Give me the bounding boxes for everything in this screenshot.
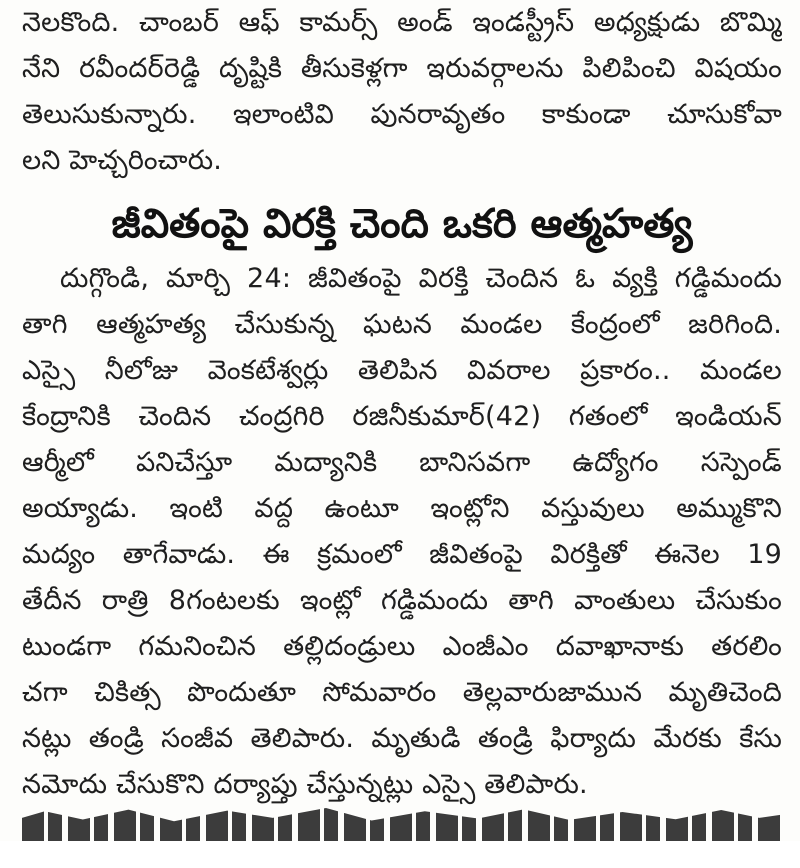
next-headline-cut-off <box>22 808 782 868</box>
body-line: నేని రవీందర్‌రెడ్డి దృష్టికి తీసుకెళ్లగా ఇరువర్గాలను పిలిపించి విషయం <box>22 53 782 84</box>
body-line: మద్యం తాగేవాడు. ఈ క్రమంలో జీవితంపై విరక్తితో ఈనెల 19 <box>22 539 782 570</box>
body-line: అయ్యాడు. ఇంటి వద్ద ఉంటూ ఇంట్లోని వస్తువులు అమ్ముకొని <box>22 493 782 524</box>
article-body <box>22 256 782 808</box>
body-line: కేంద్రానికి చెందిన చంద్రగిరి రజినీకుమార్(42) గతంలో ఇండియన్ <box>22 401 782 432</box>
body-line: తెలుసుకున్నారు. ఇలాంటివి పునరావృతం కాకుండా చూసుకోవా <box>22 99 782 130</box>
body-line: ఆర్మీలో పనిచేస్తూ మద్యానికి బానిసవగా ఉద్యోగం సస్పెండ్ <box>22 447 782 478</box>
body-line: టుండగా గమనించిన తల్లిదండ్రులు ఎంజీఎం దవాఖానాకు తరలిం <box>22 631 782 662</box>
cut-off-headline-ink <box>22 808 782 841</box>
body-line: దుగ్గొండి, మార్చి 24: జీవితంపై విరక్తి చెందిన ఓ వ్యక్తి గడ్డిమందు <box>60 263 782 294</box>
article-headline: జీవితంపై విరక్తి చెంది ఒకరి ఆత్మహత్య <box>111 201 693 247</box>
body-line: తాగి ఆత్మహత్య చేసుకున్న ఘటన మండల కేంద్రంలో జరిగింది. <box>22 309 782 340</box>
body-line: నెలకొంది. చాంబర్ ఆఫ్ కామర్స్ అండ్ ఇండస్ట్రీస్ అధ్యక్షుడు బొమ్మి <box>22 7 782 38</box>
body-line: ఎస్సై నీలోజు వెంకటేశ్వర్లు తెలిపిన వివరాల ప్రకారం.. మండల <box>22 355 782 386</box>
body-line: నట్లు తండ్రి సంజీవ తెలిపారు. మృతుడి తండ్రి ఫిర్యాదు మేరకు కేసు <box>22 723 782 754</box>
body-line: తేదీన రాత్రి 8గంటలకు ఇంట్లో గడ్డిమందు తాగి వాంతులు చేసుకుం <box>22 585 782 616</box>
previous-story-tail <box>22 0 782 184</box>
body-line: నమోదు చేసుకొని దర్యాప్తు చేస్తున్నట్లు ఎస్సై తెలిపారు. <box>22 769 588 800</box>
body-line: చగా చికిత్స పొందుతూ సోమవారం తెల్లవారుజామున మృతిచెంది <box>22 677 782 708</box>
body-line: లని హెచ్చరించారు. <box>22 145 223 176</box>
